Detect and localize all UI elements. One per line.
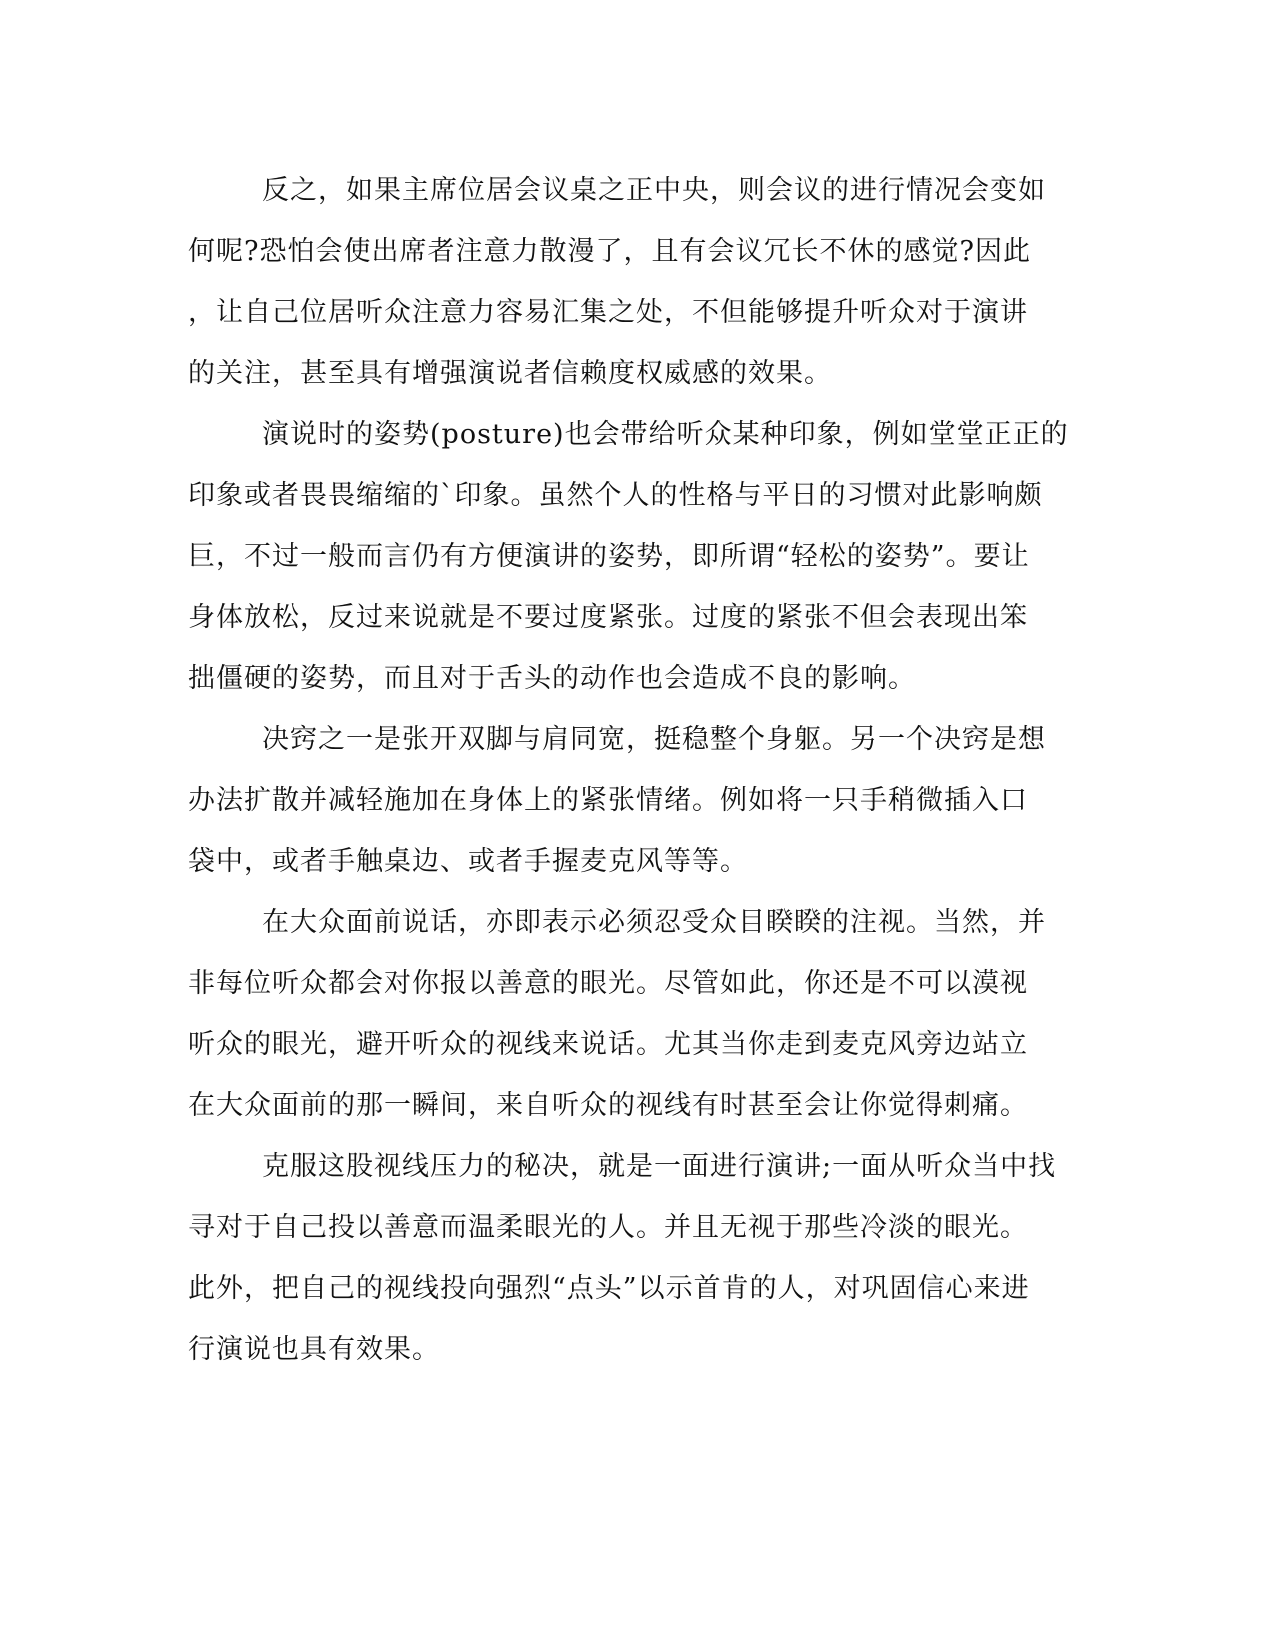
- paragraph-line: 寻对于自己投以善意而温柔眼光的人。并且无视于那些冷淡的眼光。: [188, 1212, 1028, 1243]
- paragraph-line: 何呢?恐怕会使出席者注意力散漫了，且有会议冗长不休的感觉?因此: [188, 236, 1031, 267]
- paragraph-line: ，让自己位居听众注意力容易汇集之处，不但能够提升听众对于演讲: [188, 297, 1028, 328]
- paragraph-4: [188, 892, 1068, 1136]
- paragraph-line: 办法扩散并减轻施加在身体上的紧张情绪。例如将一只手稍微插入口: [188, 785, 1028, 816]
- paragraph-line: 印象或者畏畏缩缩的`印象。虽然个人的性格与平日的习惯对此影响颇: [188, 480, 1043, 511]
- paragraph-3: [188, 709, 1068, 892]
- paragraph-2: [188, 404, 1068, 709]
- paragraph-line: 听众的眼光，避开听众的视线来说话。尤其当你走到麦克风旁边站立: [188, 1029, 1028, 1060]
- paragraph-line: 的关注，甚至具有增强演说者信赖度权威感的效果。: [188, 358, 832, 389]
- paragraph-line: 行演说也具有效果。: [188, 1334, 440, 1365]
- paragraph-line: 巨，不过一般而言仍有方便演讲的姿势，即所谓“轻松的姿势”。要让: [188, 541, 1030, 572]
- paragraph-1: [188, 160, 1068, 404]
- paragraph-line: 克服这股视线压力的秘决，就是一面进行演讲;一面从听众当中找: [262, 1151, 1057, 1182]
- paragraph-line: 此外，把自己的视线投向强烈“点头”以示首肯的人，对巩固信心来进: [188, 1273, 1030, 1304]
- paragraph-line: 身体放松，反过来说就是不要过度紧张。过度的紧张不但会表现出笨: [188, 602, 1028, 633]
- paragraph-line: 袋中，或者手触桌边、或者手握麦克风等等。: [188, 846, 748, 877]
- paragraph-5: [188, 1136, 1068, 1380]
- document-body: [188, 160, 1068, 1380]
- paragraph-line: 在大众面前的那一瞬间，来自听众的视线有时甚至会让你觉得刺痛。: [188, 1090, 1028, 1121]
- paragraph-line: 非每位听众都会对你报以善意的眼光。尽管如此，你还是不可以漠视: [188, 968, 1028, 999]
- paragraph-line: 反之，如果主席位居会议桌之正中央，则会议的进行情况会变如: [262, 175, 1046, 206]
- paragraph-line: 演说时的姿势(posture)也会带给听众某种印象，例如堂堂正正的: [262, 419, 1069, 450]
- paragraph-line: 拙僵硬的姿势，而且对于舌头的动作也会造成不良的影响。: [188, 663, 916, 694]
- paragraph-line: 决窍之一是张开双脚与肩同宽，挺稳整个身躯。另一个决窍是想: [262, 724, 1046, 755]
- paragraph-line: 在大众面前说话，亦即表示必须忍受众目睽睽的注视。当然，并: [262, 907, 1046, 938]
